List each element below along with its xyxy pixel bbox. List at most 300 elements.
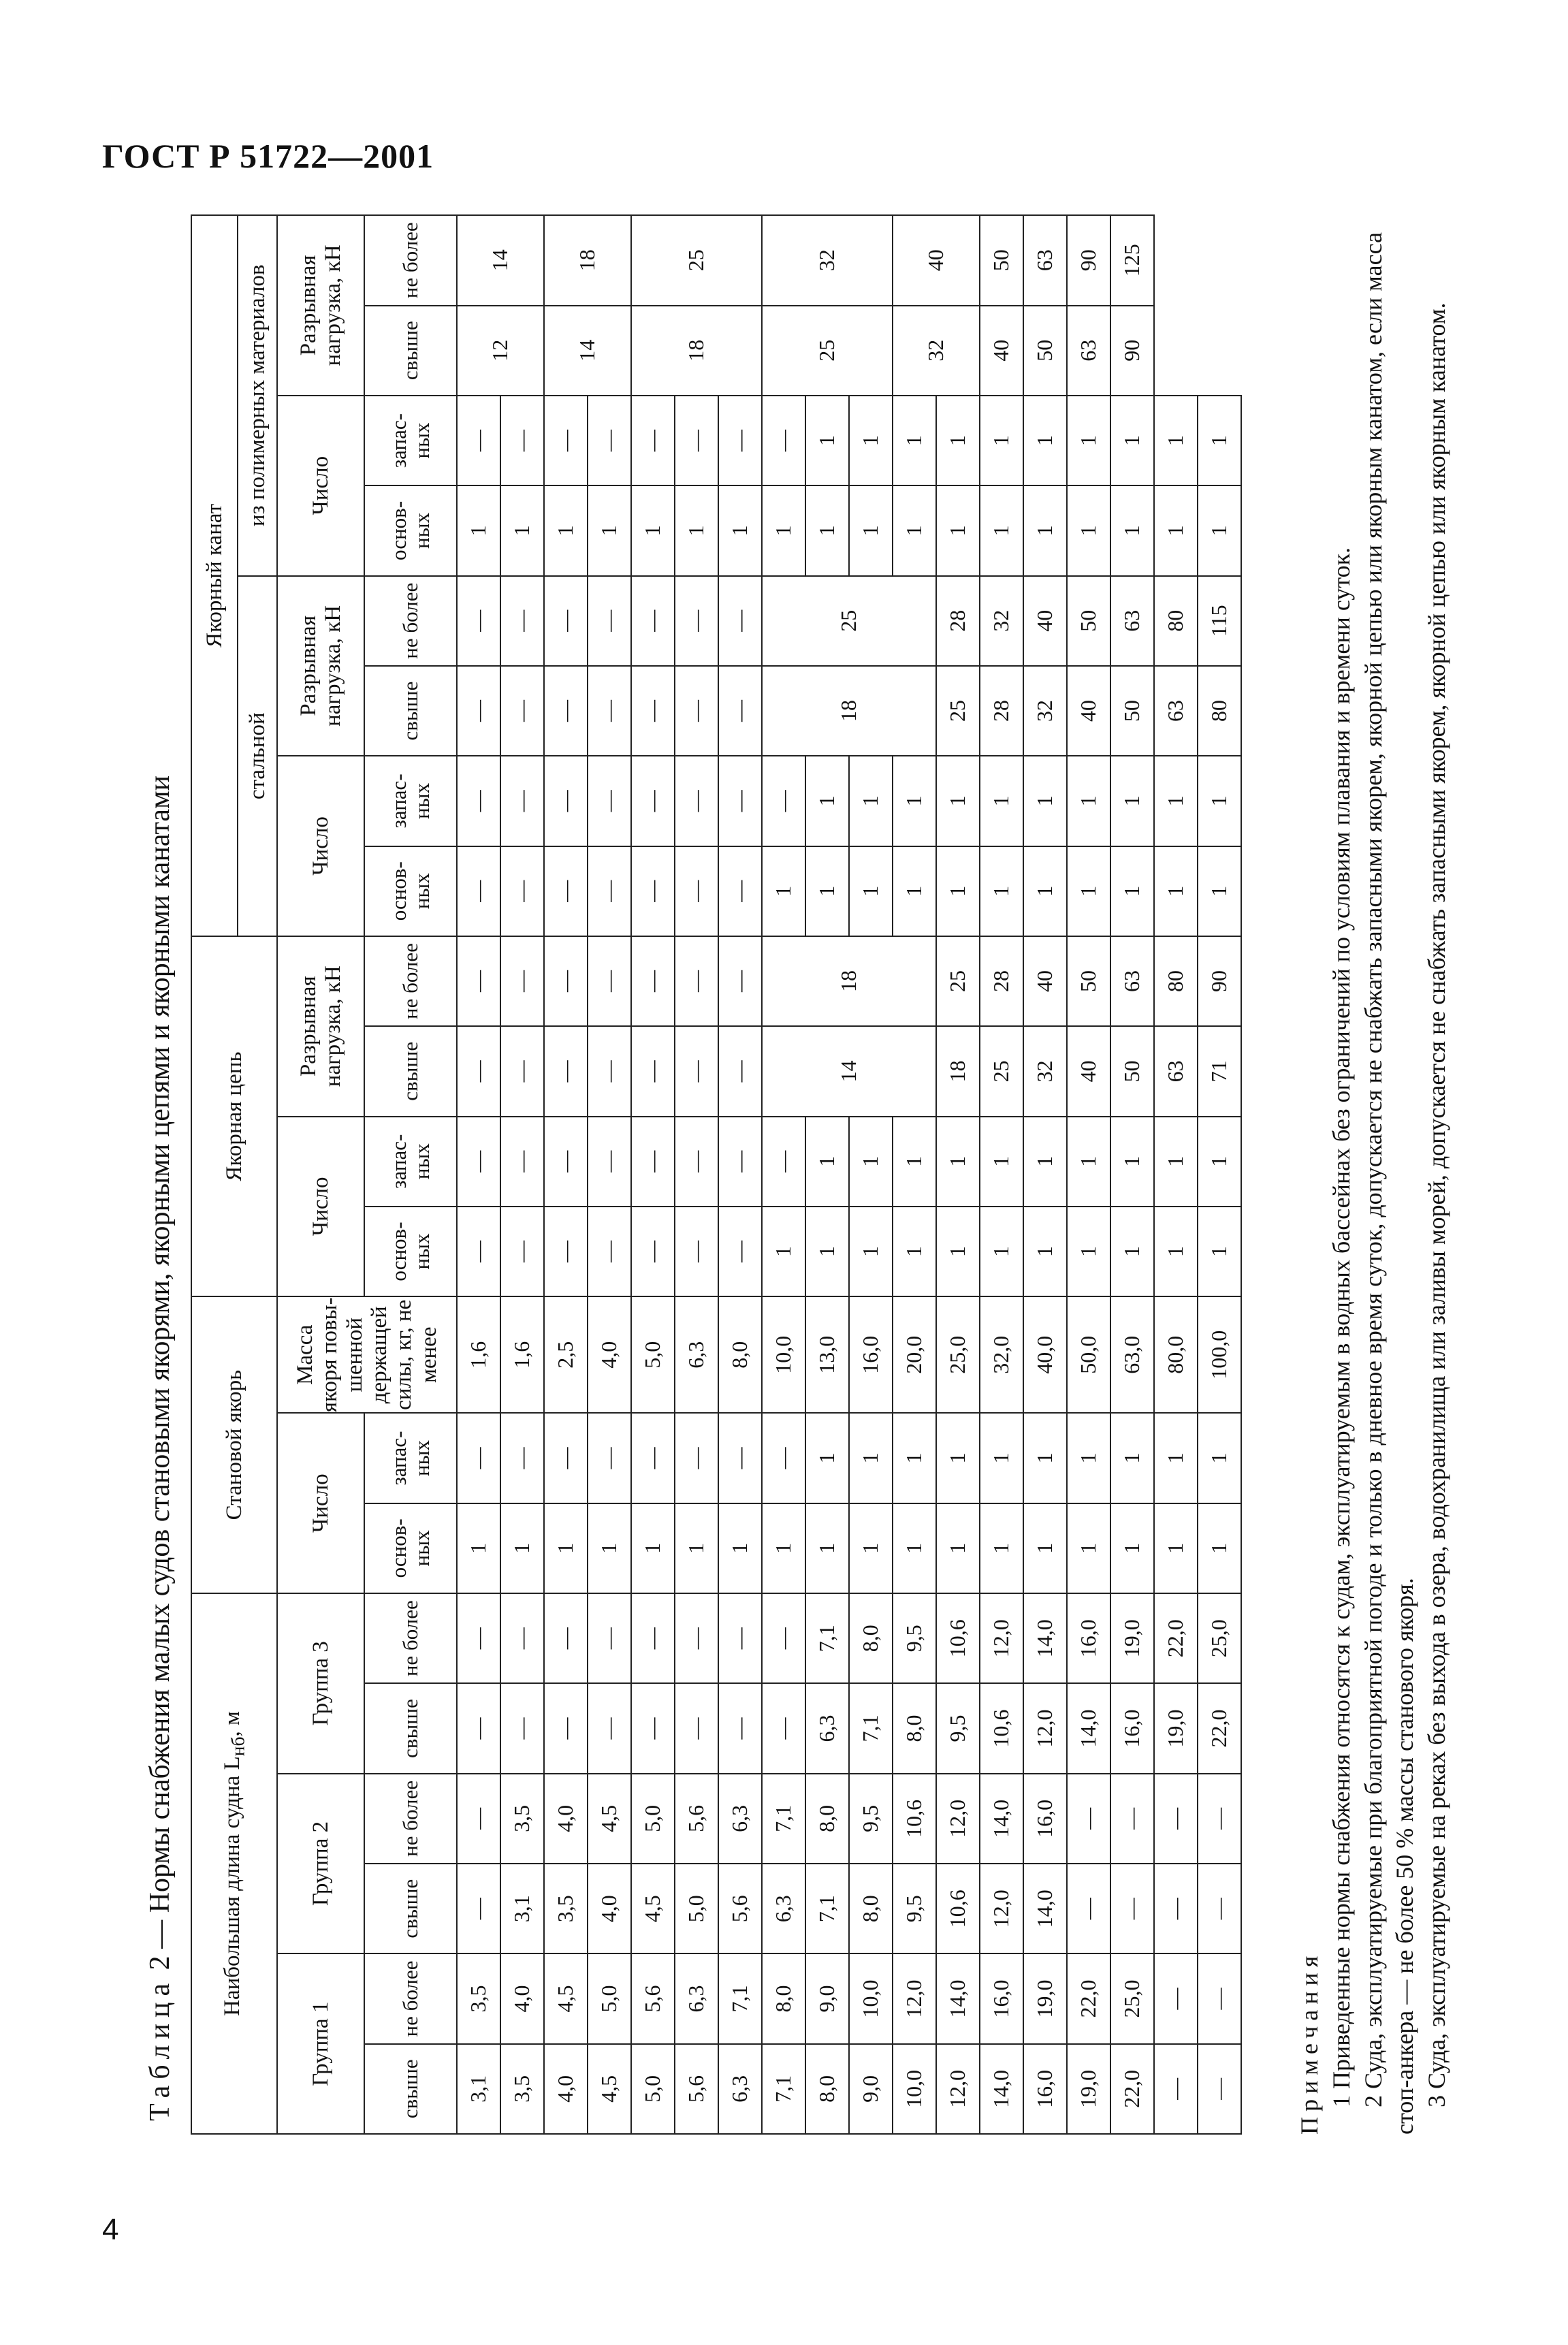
chain-over-cell: — <box>675 1026 718 1116</box>
group3-over-cell: 16,0 <box>1110 1683 1154 1773</box>
steel-spare-cell: — <box>588 756 631 846</box>
poly-main-cell: 1 <box>1198 485 1241 575</box>
anchor-mass-cell: 8,0 <box>718 1296 762 1413</box>
group3-over-cell: 7,1 <box>849 1683 893 1773</box>
anchor-spare-cell: — <box>588 1413 631 1503</box>
group1-over-cell: 3,5 <box>500 2044 544 2134</box>
header-anchor-mass: Масса якоря повы-шенной держащей силы, кг, не менее <box>277 1296 457 1413</box>
chain-spare-cell: 1 <box>805 1117 849 1207</box>
group3-over-cell: — <box>675 1683 718 1773</box>
chain-over-cell: 50 <box>1110 1026 1154 1116</box>
group3-over-cell: 19,0 <box>1154 1683 1198 1773</box>
chain-main-cell: 1 <box>980 1207 1023 1296</box>
steel-spare-cell: 1 <box>936 756 980 846</box>
steel-main-cell: 1 <box>805 846 849 936</box>
group3-max-cell: 10,6 <box>936 1593 980 1683</box>
chain-over-cell: — <box>544 1026 588 1116</box>
poly-main-cell: 1 <box>762 485 805 575</box>
steel-over-cell: — <box>457 666 500 756</box>
anchor-mass-cell: 16,0 <box>849 1296 893 1413</box>
poly-spare-cell: — <box>762 396 805 485</box>
group3-over-cell: 14,0 <box>1067 1683 1110 1773</box>
header-length: Наибольшая длина судна $L_{нб}$, м <box>191 1593 277 2134</box>
anchor-spare-cell: 1 <box>980 1413 1023 1503</box>
notes-block <box>1294 214 1453 2135</box>
chain-max-cell: — <box>588 936 631 1026</box>
poly-main-cell: 1 <box>457 485 500 575</box>
chain-spare-cell: — <box>762 1117 805 1207</box>
group1-over-cell: 5,0 <box>631 2044 675 2134</box>
chain-main-cell: 1 <box>936 1207 980 1296</box>
anchor-spare-cell: 1 <box>1023 1413 1067 1503</box>
anchor-mass-cell: 50,0 <box>1067 1296 1110 1413</box>
anchor-main-cell: 1 <box>805 1503 849 1593</box>
steel-max-cell: — <box>457 576 500 666</box>
header-spare: запас-ных <box>364 756 457 846</box>
group2-max-cell: 5,6 <box>675 1774 718 1864</box>
anchor-main-cell: 1 <box>675 1503 718 1593</box>
group2-max-cell: — <box>457 1774 500 1864</box>
group3-max-cell: 16,0 <box>1067 1593 1110 1683</box>
steel-over-cell: 63 <box>1154 666 1198 756</box>
header-spare: запас-ных <box>364 1413 457 1503</box>
table-row <box>500 215 544 2134</box>
steel-spare-cell: — <box>631 756 675 846</box>
group1-max-cell: 8,0 <box>762 1953 805 2043</box>
poly-spare-cell: 1 <box>1110 396 1154 485</box>
anchor-main-cell: 1 <box>1110 1503 1154 1593</box>
group1-max-cell: 22,0 <box>1067 1953 1110 2043</box>
poly-max-cell: 63 <box>1023 215 1067 306</box>
anchor-main-cell: 1 <box>1023 1503 1067 1593</box>
group1-max-cell: 25,0 <box>1110 1953 1154 2043</box>
poly-max-cell: 125 <box>1110 215 1154 306</box>
header-chain-number: Число <box>277 1117 364 1297</box>
steel-over-cell: — <box>544 666 588 756</box>
steel-spare-cell: 1 <box>893 756 936 846</box>
poly-spare-cell: — <box>500 396 544 485</box>
steel-spare-cell: — <box>544 756 588 846</box>
chain-over-cell: 25 <box>980 1026 1023 1116</box>
chain-main-cell: 1 <box>1023 1207 1067 1296</box>
chain-max-cell: — <box>631 936 675 1026</box>
chain-spare-cell: — <box>631 1117 675 1207</box>
table-row <box>1023 215 1067 2134</box>
poly-spare-cell: — <box>718 396 762 485</box>
poly-over-cell: 14 <box>544 306 631 396</box>
chain-max-cell: 63 <box>1110 936 1154 1026</box>
group3-max-cell: 9,5 <box>893 1593 936 1683</box>
steel-max-cell: 63 <box>1110 576 1154 666</box>
anchor-mass-cell: 4,0 <box>588 1296 631 1413</box>
group3-over-cell: — <box>500 1683 544 1773</box>
group3-max-cell: 8,0 <box>849 1593 893 1683</box>
poly-max-cell: 25 <box>631 215 762 306</box>
group3-max-cell: — <box>500 1593 544 1683</box>
group3-max-cell: — <box>762 1593 805 1683</box>
steel-main-cell: — <box>631 846 675 936</box>
group1-over-cell: 16,0 <box>1023 2044 1067 2134</box>
anchor-spare-cell: — <box>718 1413 762 1503</box>
steel-max-cell: — <box>631 576 675 666</box>
anchor-main-cell: 1 <box>544 1503 588 1593</box>
steel-main-cell: 1 <box>1154 846 1198 936</box>
steel-main-cell: 1 <box>936 846 980 936</box>
steel-main-cell: 1 <box>893 846 936 936</box>
table-row <box>1154 215 1198 2134</box>
header-max: не более <box>364 1593 457 1683</box>
anchor-spare-cell: — <box>762 1413 805 1503</box>
poly-spare-cell: 1 <box>1198 396 1241 485</box>
steel-spare-cell: 1 <box>805 756 849 846</box>
steel-spare-cell: — <box>500 756 544 846</box>
group3-max-cell: 14,0 <box>1023 1593 1067 1683</box>
poly-max-cell: 40 <box>893 215 980 306</box>
header-steel-number: Число <box>277 756 364 936</box>
anchor-mass-cell: 32,0 <box>980 1296 1023 1413</box>
caption-prefix: Таблица <box>144 1977 176 2121</box>
rotated-table-block <box>136 214 1471 2135</box>
group1-over-cell: 5,6 <box>675 2044 718 2134</box>
group2-max-cell: 10,6 <box>893 1774 936 1864</box>
table-row <box>631 215 675 2134</box>
group3-max-cell: — <box>544 1593 588 1683</box>
steel-spare-cell: 1 <box>980 756 1023 846</box>
steel-main-cell: — <box>544 846 588 936</box>
header-over: свыше <box>364 666 457 756</box>
group1-over-cell: — <box>1198 2044 1241 2134</box>
chain-main-cell: — <box>675 1207 718 1296</box>
anchor-spare-cell: — <box>500 1413 544 1503</box>
chain-max-cell: — <box>500 936 544 1026</box>
chain-max-cell: 80 <box>1154 936 1198 1026</box>
group3-over-cell: — <box>718 1683 762 1773</box>
poly-max-cell: 18 <box>544 215 631 306</box>
anchor-mass-cell: 13,0 <box>805 1296 849 1413</box>
group1-max-cell: 10,0 <box>849 1953 893 2043</box>
steel-main-cell: 1 <box>762 846 805 936</box>
poly-main-cell: 1 <box>500 485 544 575</box>
header-over: свыше <box>364 1026 457 1116</box>
chain-max-cell: — <box>718 936 762 1026</box>
chain-over-cell: 14 <box>762 1026 936 1116</box>
poly-main-cell: 1 <box>849 485 893 575</box>
poly-main-cell: 1 <box>631 485 675 575</box>
group2-max-cell: 12,0 <box>936 1774 980 1864</box>
group2-max-cell: 14,0 <box>980 1774 1023 1864</box>
steel-over-cell: 28 <box>980 666 1023 756</box>
anchor-main-cell: 1 <box>1154 1503 1198 1593</box>
group3-over-cell: — <box>588 1683 631 1773</box>
chain-spare-cell: 1 <box>1154 1117 1198 1207</box>
chain-spare-cell: 1 <box>1067 1117 1110 1207</box>
header-anchor-number: Число <box>277 1413 364 1593</box>
group3-max-cell: 19,0 <box>1110 1593 1154 1683</box>
group2-over-cell: 7,1 <box>805 1864 849 1953</box>
chain-spare-cell: — <box>588 1117 631 1207</box>
header-chain: Якорная цепь <box>191 936 277 1296</box>
poly-spare-cell: — <box>631 396 675 485</box>
steel-max-cell: 80 <box>1154 576 1198 666</box>
steel-spare-cell: 1 <box>1110 756 1154 846</box>
steel-main-cell: 1 <box>1023 846 1067 936</box>
steel-max-cell: 115 <box>1198 576 1241 666</box>
note-item: 2 Суда, эксплуатируемые при благоприятной погоде и только в дневное время суток, допускается не снабжать запасными якорем, якорной цепью или якорным канатом, если масса стоп-анкера — не более 50 % массы станового якоря. <box>1359 232 1419 2135</box>
poly-spare-cell: 1 <box>849 396 893 485</box>
steel-spare-cell: — <box>675 756 718 846</box>
steel-main-cell: — <box>457 846 500 936</box>
anchor-mass-cell: 40,0 <box>1023 1296 1067 1413</box>
chain-spare-cell: — <box>675 1117 718 1207</box>
anchor-spare-cell: — <box>457 1413 500 1503</box>
group1-over-cell: 12,0 <box>936 2044 980 2134</box>
chain-spare-cell: 1 <box>980 1117 1023 1207</box>
chain-over-cell: 71 <box>1198 1026 1241 1116</box>
anchor-spare-cell: — <box>631 1413 675 1503</box>
anchor-main-cell: 1 <box>980 1503 1023 1593</box>
steel-max-cell: — <box>588 576 631 666</box>
header-polymer: из полимерных материалов <box>238 215 277 576</box>
steel-over-cell: 40 <box>1067 666 1110 756</box>
table-body <box>457 215 1241 2134</box>
table-row <box>675 215 718 2134</box>
group2-max-cell: 7,1 <box>762 1774 805 1864</box>
group3-max-cell: — <box>588 1593 631 1683</box>
poly-spare-cell: 1 <box>893 396 936 485</box>
table-caption <box>136 776 184 2121</box>
chain-spare-cell: 1 <box>1110 1117 1154 1207</box>
anchor-mass-cell: 25,0 <box>936 1296 980 1413</box>
group3-over-cell: 9,5 <box>936 1683 980 1773</box>
group1-over-cell: 4,5 <box>588 2044 631 2134</box>
steel-main-cell: 1 <box>849 846 893 936</box>
group1-max-cell: 19,0 <box>1023 1953 1067 2043</box>
poly-max-cell: 14 <box>457 215 544 306</box>
group3-over-cell: 22,0 <box>1198 1683 1241 1773</box>
chain-main-cell: 1 <box>762 1207 805 1296</box>
anchor-mass-cell: 6,3 <box>675 1296 718 1413</box>
chain-over-cell: 18 <box>936 1026 980 1116</box>
poly-spare-cell: — <box>588 396 631 485</box>
chain-spare-cell: — <box>500 1117 544 1207</box>
group1-max-cell: 6,3 <box>675 1953 718 2043</box>
steel-over-cell: 80 <box>1198 666 1241 756</box>
chain-over-cell: 40 <box>1067 1026 1110 1116</box>
group3-max-cell: 7,1 <box>805 1593 849 1683</box>
anchor-supply-table <box>191 214 1242 2135</box>
note-item: 3 Суда, эксплуатируемые на реках без выхода в озера, водохранилища или заливы морей, допускается не снабжать запасными якорем, якорной цепью или якорным канатом. <box>1423 302 1451 2107</box>
group2-over-cell: 3,5 <box>544 1864 588 1953</box>
table-row <box>1110 215 1154 2134</box>
group3-over-cell: — <box>544 1683 588 1773</box>
poly-over-cell: 25 <box>762 306 893 396</box>
anchor-spare-cell: 1 <box>805 1413 849 1503</box>
chain-main-cell: — <box>718 1207 762 1296</box>
steel-max-cell: — <box>544 576 588 666</box>
group1-max-cell: 12,0 <box>893 1953 936 2043</box>
group2-max-cell: 8,0 <box>805 1774 849 1864</box>
anchor-main-cell: 1 <box>762 1503 805 1593</box>
steel-spare-cell: 1 <box>849 756 893 846</box>
group2-over-cell: 8,0 <box>849 1864 893 1953</box>
group2-over-cell: — <box>1198 1864 1241 1953</box>
chain-over-cell: — <box>588 1026 631 1116</box>
steel-main-cell: 1 <box>1067 846 1110 936</box>
poly-main-cell: 1 <box>936 485 980 575</box>
chain-max-cell: 18 <box>762 936 936 1026</box>
poly-main-cell: 1 <box>675 485 718 575</box>
poly-over-cell: 50 <box>1023 306 1067 396</box>
header-over: свыше <box>364 2044 457 2134</box>
group1-max-cell: 14,0 <box>936 1953 980 2043</box>
header-poly-number: Число <box>277 396 364 576</box>
steel-spare-cell: 1 <box>1023 756 1067 846</box>
steel-max-cell: — <box>718 576 762 666</box>
anchor-spare-cell: 1 <box>893 1413 936 1503</box>
chain-over-cell: — <box>631 1026 675 1116</box>
anchor-spare-cell: 1 <box>1198 1413 1241 1503</box>
poly-main-cell: 1 <box>588 485 631 575</box>
group3-max-cell: 12,0 <box>980 1593 1023 1683</box>
group1-max-cell: — <box>1154 1953 1198 2043</box>
group2-max-cell: 16,0 <box>1023 1774 1067 1864</box>
steel-spare-cell: — <box>762 756 805 846</box>
header-max: не более <box>364 576 457 666</box>
group3-over-cell: — <box>631 1683 675 1773</box>
group2-over-cell: 4,0 <box>588 1864 631 1953</box>
group2-over-cell: — <box>1110 1864 1154 1953</box>
poly-spare-cell: — <box>457 396 500 485</box>
group2-over-cell: — <box>457 1864 500 1953</box>
header-main: основ-ных <box>364 1207 457 1296</box>
anchor-main-cell: 1 <box>588 1503 631 1593</box>
group3-over-cell: — <box>762 1683 805 1773</box>
document-header: ГОСТ Р 51722—2001 <box>102 137 434 175</box>
group2-over-cell: 14,0 <box>1023 1864 1067 1953</box>
poly-main-cell: 1 <box>980 485 1023 575</box>
anchor-mass-cell: 1,6 <box>500 1296 544 1413</box>
group1-max-cell: 3,5 <box>457 1953 500 2043</box>
group3-max-cell: — <box>631 1593 675 1683</box>
group2-max-cell: — <box>1067 1774 1110 1864</box>
header-max: не более <box>364 1953 457 2043</box>
steel-main-cell: 1 <box>1198 846 1241 936</box>
group2-over-cell: 5,0 <box>675 1864 718 1953</box>
group2-max-cell: 4,5 <box>588 1774 631 1864</box>
group1-over-cell: — <box>1154 2044 1198 2134</box>
group2-max-cell: 4,0 <box>544 1774 588 1864</box>
chain-main-cell: 1 <box>893 1207 936 1296</box>
poly-spare-cell: 1 <box>1067 396 1110 485</box>
poly-main-cell: 1 <box>1023 485 1067 575</box>
poly-main-cell: 1 <box>1110 485 1154 575</box>
chain-max-cell: 90 <box>1198 936 1241 1026</box>
anchor-spare-cell: 1 <box>1067 1413 1110 1503</box>
header-poly-breaking: Разрывная нагрузка, кН <box>277 215 364 396</box>
header-over: свыше <box>364 1864 457 1953</box>
group3-over-cell: 8,0 <box>893 1683 936 1773</box>
steel-main-cell: — <box>500 846 544 936</box>
group2-over-cell: 10,6 <box>936 1864 980 1953</box>
group1-max-cell: 5,0 <box>588 1953 631 2043</box>
chain-max-cell: — <box>457 936 500 1026</box>
chain-max-cell: 50 <box>1067 936 1110 1026</box>
anchor-mass-cell: 5,0 <box>631 1296 675 1413</box>
steel-main-cell: 1 <box>1110 846 1154 936</box>
note-item: 1 Приведенные нормы снабжения относятся к судам, эксплуатируемым в водных бассейнах без ограничений по условиям плавания и времени суток. <box>1327 547 1355 2107</box>
chain-main-cell: 1 <box>1110 1207 1154 1296</box>
table-row <box>544 215 588 2134</box>
table-row <box>588 215 631 2134</box>
chain-spare-cell: — <box>718 1117 762 1207</box>
steel-main-cell: 1 <box>980 846 1023 936</box>
chain-main-cell: 1 <box>1154 1207 1198 1296</box>
table-row <box>893 215 936 2134</box>
group2-over-cell: 9,5 <box>893 1864 936 1953</box>
header-max: не более <box>364 215 457 306</box>
steel-main-cell: — <box>675 846 718 936</box>
poly-spare-cell: 1 <box>980 396 1023 485</box>
steel-over-cell: — <box>631 666 675 756</box>
anchor-mass-cell: 20,0 <box>893 1296 936 1413</box>
header-over: свыше <box>364 1683 457 1773</box>
chain-main-cell: — <box>544 1207 588 1296</box>
header-main: основ-ных <box>364 846 457 936</box>
group1-over-cell: 10,0 <box>893 2044 936 2134</box>
group1-max-cell: 4,5 <box>544 1953 588 2043</box>
group1-max-cell: 4,0 <box>500 1953 544 2043</box>
chain-main-cell: — <box>500 1207 544 1296</box>
group3-over-cell: — <box>457 1683 500 1773</box>
header-steel: стальной <box>238 576 277 936</box>
anchor-mass-cell: 63,0 <box>1110 1296 1154 1413</box>
poly-spare-cell: — <box>675 396 718 485</box>
group1-max-cell: 5,6 <box>631 1953 675 2043</box>
chain-main-cell: 1 <box>849 1207 893 1296</box>
anchor-mass-cell: 1,6 <box>457 1296 500 1413</box>
group2-over-cell: 5,6 <box>718 1864 762 1953</box>
group1-over-cell: 4,0 <box>544 2044 588 2134</box>
table-row <box>1067 215 1110 2134</box>
steel-main-cell: — <box>718 846 762 936</box>
chain-spare-cell: — <box>544 1117 588 1207</box>
group2-max-cell: 9,5 <box>849 1774 893 1864</box>
chain-main-cell: — <box>588 1207 631 1296</box>
group3-max-cell: 22,0 <box>1154 1593 1198 1683</box>
group2-max-cell: — <box>1198 1774 1241 1864</box>
poly-main-cell: 1 <box>544 485 588 575</box>
group2-max-cell: 5,0 <box>631 1774 675 1864</box>
chain-main-cell: 1 <box>1067 1207 1110 1296</box>
group3-max-cell: — <box>457 1593 500 1683</box>
steel-spare-cell: 1 <box>1198 756 1241 846</box>
chain-spare-cell: — <box>457 1117 500 1207</box>
poly-main-cell: 1 <box>893 485 936 575</box>
steel-over-cell: — <box>718 666 762 756</box>
steel-over-cell: — <box>500 666 544 756</box>
table-row <box>718 215 762 2134</box>
table-row <box>805 215 849 2134</box>
group2-over-cell: 6,3 <box>762 1864 805 1953</box>
poly-over-cell: 90 <box>1110 306 1154 396</box>
poly-over-cell: 18 <box>631 306 762 396</box>
poly-spare-cell: 1 <box>1023 396 1067 485</box>
anchor-spare-cell: 1 <box>936 1413 980 1503</box>
group2-over-cell: 4,5 <box>631 1864 675 1953</box>
chain-max-cell: 40 <box>1023 936 1067 1026</box>
table-row <box>849 215 893 2134</box>
chain-main-cell: 1 <box>805 1207 849 1296</box>
